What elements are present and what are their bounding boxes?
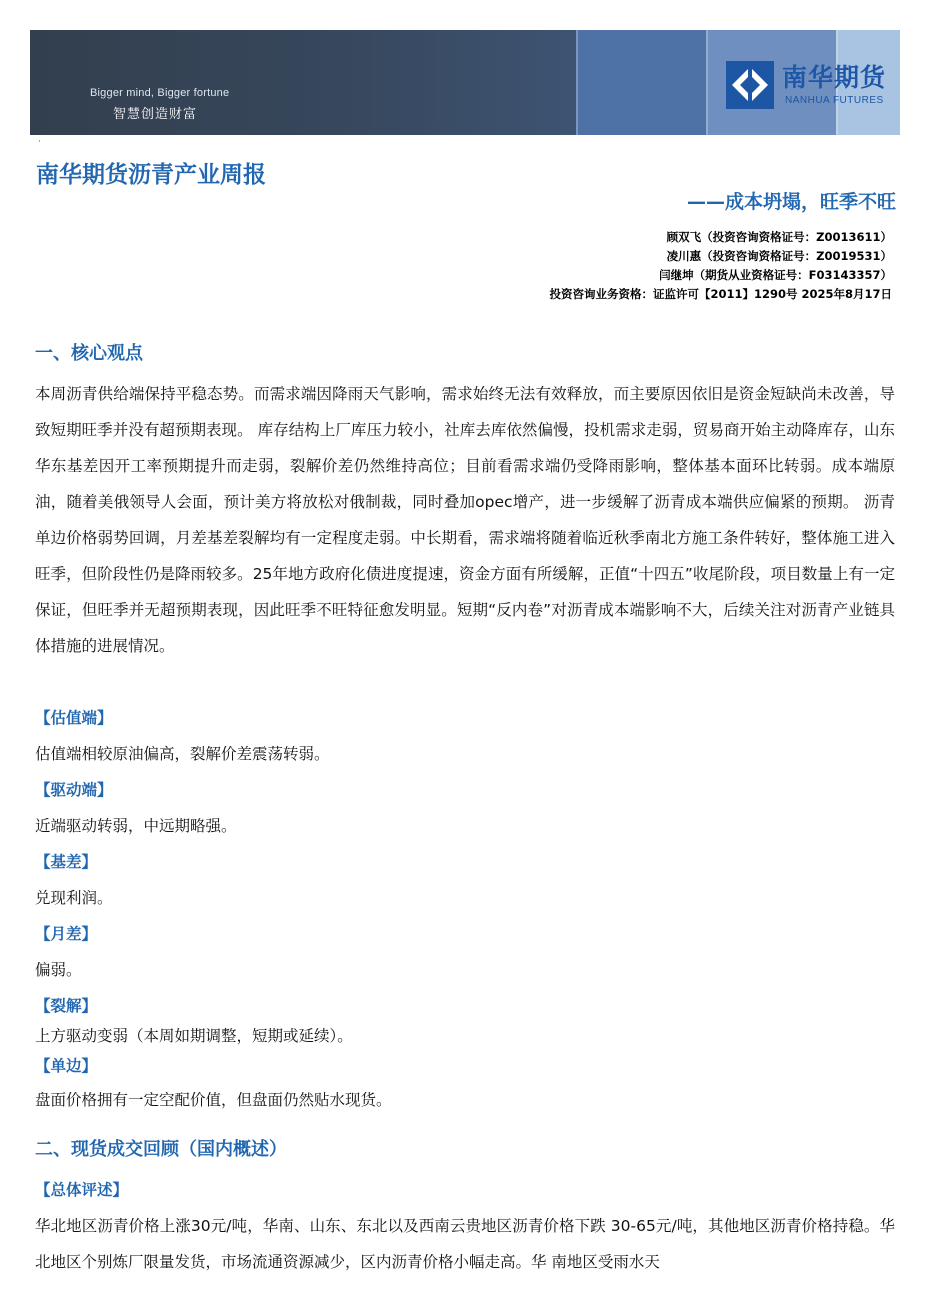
crack-text: 上方驱动变弱（本周如期调整，短期或延续）。 (35, 1027, 353, 1045)
core-view-paragraph: 本周沥青供给端保持平稳态势。而需求端因降雨天气影响，需求始终无法有效释放，而主要原因依旧是资金短缺尚未改善，导致短期旺季并没有超预期表现。 库存结构上厂库压力较小，社库去库依然偏慢，投机需求走弱，贸易商开始主动降库存，山东华东基差因开工率预期提升而走弱，裂解价差仍然维持高位；目前看需求端仍受降雨影响，整体基本面环比转弱。成本端原油，随着美俄领导人会面，预计美方将放松对俄制裁，同时叠加opec增产，进一步缓解了沥青成本端供应偏紧的预期。 沥青单边价格弱势回调，月差基差裂解均有一定程度走弱。中长期看，需求端将随着临近秋季南北方施工条件转好，整体施工进入旺季，但阶段性仍是降雨较多。25年地方政府化债进度提速，资金方面有所缓解，正值“十四五”收尾阶段，项目数量上有一定保证，但旺季并无超预期表现，因此旺季不旺特征愈发明显。短期“反内卷”对沥青成本端影响不大，后续关注对沥青产业链具体措施的进展情况。 (35, 385, 895, 655)
driver-text: 近端驱动转弱，中远期略强。 (35, 817, 237, 835)
valuation-text: 估值端相较原油偏高，裂解价差震荡转弱。 (35, 745, 330, 763)
author-line: 闫继坤（期货从业资格证号：F03143357） (659, 268, 892, 282)
overall-heading: 【总体评述】 (35, 1181, 129, 1199)
banner-divider (706, 30, 708, 135)
slogan-en: Bigger mind, Bigger fortune (90, 87, 230, 99)
header-banner (30, 30, 900, 135)
author-line: 顾双飞（投资咨询资格证号：Z0013611） (666, 230, 892, 244)
section-heading-core-view: 一、核心观点 (35, 343, 143, 364)
valuation-heading: 【估值端】 (35, 709, 113, 727)
banner-panel (576, 30, 706, 135)
section-heading-spot-review: 二、现货成交回顾（国内概述） (35, 1139, 287, 1160)
report-title: 南华期货沥青产业周报 (36, 162, 266, 188)
banner-divider (576, 30, 578, 135)
logo-text-en: NANHUA FUTURES (785, 95, 884, 106)
report-subtitle: ——成本坍塌，旺季不旺 (686, 191, 896, 213)
spread-heading: 【月差】 (35, 925, 98, 943)
outright-heading: 【单边】 (35, 1057, 98, 1075)
author-line: 凌川惠（投资咨询资格证号：Z0019531） (666, 249, 892, 263)
logo-text-cn: 南华期货 (782, 63, 887, 92)
basis-heading: 【基差】 (35, 853, 98, 871)
slogan-cn: 智慧创造财富 (113, 107, 198, 122)
outright-text: 盘面价格拥有一定空配价值，但盘面仍然贴水现货。 (35, 1091, 392, 1109)
author-list (332, 228, 892, 304)
nanhua-logo-icon (726, 61, 774, 109)
qualification-line: 投资咨询业务资格：证监许可【2011】1290号 2025年8月17日 (549, 287, 892, 301)
spread-text: 偏弱。 (35, 961, 82, 979)
crack-heading: 【裂解】 (35, 997, 98, 1015)
basis-text: 兑现利润。 (35, 889, 113, 907)
page-marker: · (38, 137, 41, 147)
overall-text: 华北地区沥青价格上涨30元/吨，华南、山东、东北以及西南云贵地区沥青价格下跌 30-65元/吨，其他地区沥青价格持稳。华北地区个别炼厂限量发货，市场流通资源减少，区内沥青价格小幅走高。华 南地区受雨水天 (35, 1217, 895, 1271)
driver-heading: 【驱动端】 (35, 781, 113, 799)
